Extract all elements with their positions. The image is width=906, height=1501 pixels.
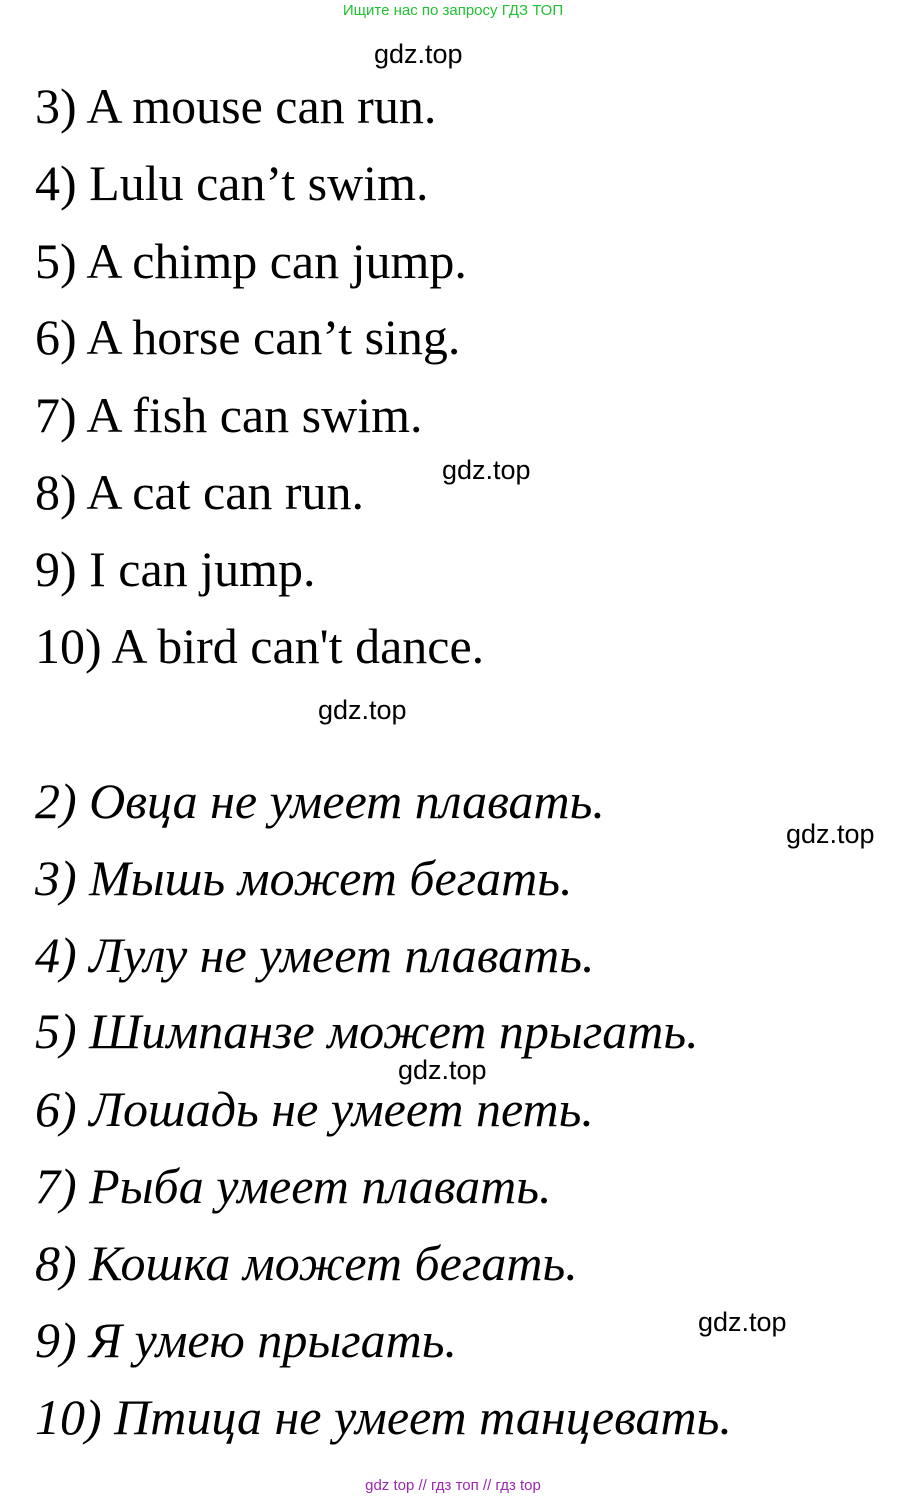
translation-line-ru: 10) Птица не умеет танцевать. xyxy=(35,1389,732,1445)
translation-line-ru: 8) Кошка может бегать. xyxy=(35,1235,578,1291)
search-hint-banner: Ищите нас по запросу ГДЗ ТОП xyxy=(342,2,564,19)
answer-line-en: 9) I can jump. xyxy=(35,541,316,597)
translation-line-ru: 2) Овца не умеет плавать. xyxy=(35,773,605,829)
answer-line-en: 3) A mouse can run. xyxy=(35,78,437,134)
translation-line-ru: 5) Шимпанзе может прыгать. xyxy=(35,1003,699,1059)
translation-line-ru: 7) Рыба умеет плавать. xyxy=(35,1158,552,1214)
watermark: gdz.top xyxy=(374,39,463,69)
watermark: gdz.top xyxy=(442,455,531,485)
answer-line-en: 7) A fish can swim. xyxy=(35,387,423,443)
answer-line-en: 10) A bird can't dance. xyxy=(35,618,485,674)
watermark: gdz.top xyxy=(698,1307,787,1337)
answer-line-en: 8) A cat can run. xyxy=(35,464,365,520)
answer-line-en: 5) A chimp can jump. xyxy=(35,233,467,289)
footer-links: gdz top // гдз топ // гдз top xyxy=(365,1477,541,1494)
translation-line-ru: 4) Лулу не умеет плавать. xyxy=(35,927,595,983)
watermark: gdz.top xyxy=(786,819,875,849)
translation-line-ru: 6) Лошадь не умеет петь. xyxy=(35,1081,594,1137)
translation-line-ru: 3) Мышь может бегать. xyxy=(35,850,573,906)
answer-line-en: 6) A horse can’t sing. xyxy=(35,309,461,365)
watermark: gdz.top xyxy=(398,1055,487,1085)
watermark: gdz.top xyxy=(318,695,407,725)
translation-line-ru: 9) Я умею прыгать. xyxy=(35,1312,458,1368)
answer-line-en: 4) Lulu can’t swim. xyxy=(35,155,429,211)
